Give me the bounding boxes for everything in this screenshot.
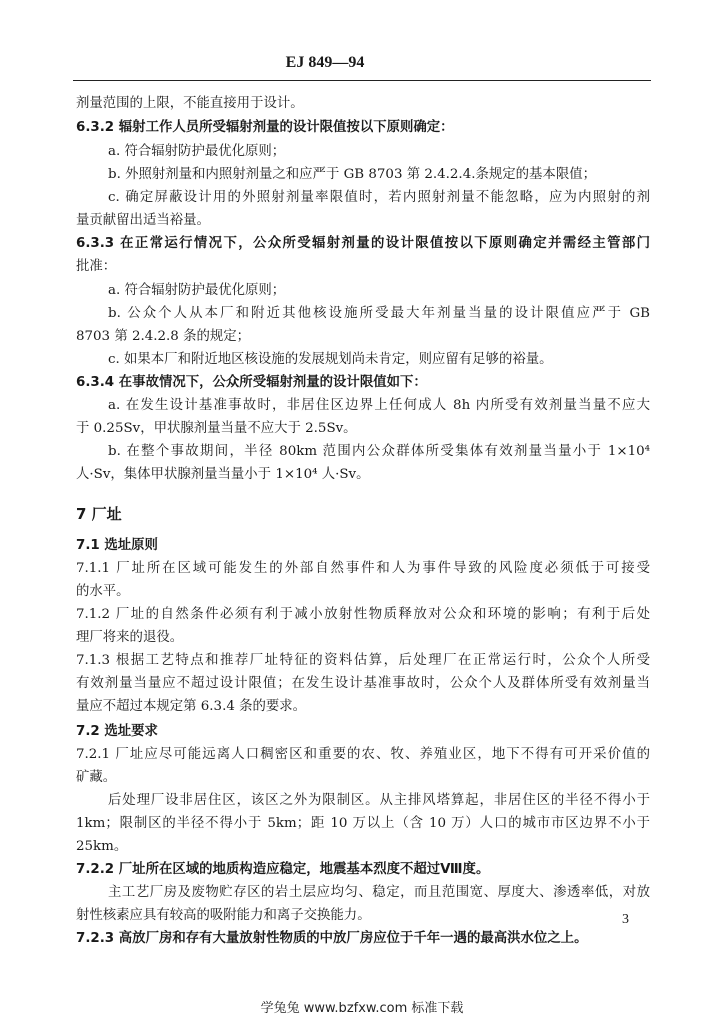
- text-line: 量贡献留出适当裕量。: [76, 213, 210, 228]
- page-number: 3: [622, 912, 629, 927]
- clause-7-2-1: 7.2.1 厂址应尽可能远离人口稠密区和重要的农、牧、养殖业区，地下不得有可开采价值的: [76, 747, 650, 762]
- text-line: 量应不超过本规定第 6.3.4 条的要求。: [76, 699, 307, 714]
- clause-7-1-3: 7.1.3 根据工艺特点和推荐厂址特征的资料估算，后处理厂在正常运行时，公众个人所受: [76, 653, 650, 668]
- clause-6-3-3: 6.3.3 在正常运行情况下，公众所受辐射剂量的设计限值按以下原则确定并需经主管部门: [76, 236, 650, 251]
- text-line: 射性核素应具有较高的吸附能力和离子交换能力。: [76, 908, 371, 923]
- text-line: 8703 第 2.4.2.8 条的规定；: [76, 329, 251, 344]
- text-line: 剂量范围的上限，不能直接用于设计。: [76, 96, 304, 111]
- clause-6-3-4: 6.3.4 在事故情况下，公众所受辐射剂量的设计限值如下：: [76, 375, 427, 390]
- list-item-b: b. 外照射剂量和内照射剂量之和应严于 GB 8703 第 2.4.2.4.条规定的基本限值；: [108, 167, 596, 182]
- paragraph-line: 主工艺厂房及废物贮存区的岩土层应均匀、稳定，而且范围宽、厚度大、渗透率低，对放: [108, 885, 650, 900]
- text-line: 于 0.25Sv，甲状腺剂量当量不应大于 2.5Sv。: [76, 421, 357, 436]
- section-7-heading: 7 厂址: [76, 505, 122, 523]
- clause-7-2-2: 7.2.2 厂址所在区域的地质构造应稳定，地震基本烈度不超过Ⅷ度。: [76, 862, 490, 877]
- text-line: 人·Sv，集体甲状腺剂量当量小于 1×10⁴ 人·Sv。: [76, 467, 370, 482]
- list-item-b: b. 公众个人从本厂和附近其他核设施所受最大年剂量当量的设计限值应严于 GB: [108, 306, 650, 321]
- list-item-c: c. 确定屏蔽设计用的外照射剂量率限值时，若内照射剂量不能忽略，应为内照射的剂: [108, 190, 650, 205]
- clause-7-1-1: 7.1.1 厂址所在区域可能发生的外部自然事件和人为事件导致的风险度必须低于可接受: [76, 561, 650, 576]
- list-item-c: c. 如果本厂和附近地区核设施的发展规划尚未肯定，则应留有足够的裕量。: [108, 352, 553, 367]
- subsection-7-1-heading: 7.1 选址原则: [76, 538, 158, 553]
- clause-6-3-2: 6.3.2 辐射工作人员所受辐射剂量的设计限值按以下原则确定：: [76, 120, 454, 135]
- clause-7-1-2: 7.1.2 厂址的自然条件必须有利于减小放射性物质释放对公众和环境的影响；有利于后处: [76, 607, 650, 622]
- text-line: 有效剂量当量应不超过设计限值；在发生设计基准事故时，公众个人及群体所受有效剂量当: [76, 676, 650, 691]
- text-line: 的水平。: [76, 584, 130, 599]
- footer-watermark: 学兔兔 www.bzfxw.com 标准下载: [260, 1001, 464, 1016]
- text-line: 1km；限制区的半径不得小于 5km；距 10 万以上（含 10 万）人口的城市市区边界不小于: [76, 816, 650, 831]
- subsection-7-2-heading: 7.2 选址要求: [76, 724, 158, 739]
- list-item-b: b. 在整个事故期间，半径 80km 范围内公众群体所受集体有效剂量当量小于 1×10⁴: [108, 444, 650, 459]
- doc-code-header: EJ 849—94: [285, 54, 365, 71]
- text-line: 25km。: [76, 839, 128, 854]
- list-item-a: a. 符合辐射防护最优化原则；: [108, 144, 286, 159]
- list-item-a: a. 符合辐射防护最优化原则；: [108, 283, 286, 298]
- clause-7-2-3: 7.2.3 高放厂房和存有大量放射性物质的中放厂房应位于千年一遇的最高洪水位之上。: [76, 931, 588, 946]
- text-line: 矿藏。: [76, 770, 117, 785]
- text-line: 批准：: [76, 259, 117, 274]
- header-rule: [73, 80, 651, 81]
- paragraph-line: 后处理厂设非居住区，该区之外为限制区。从主排风塔算起，非居住区的半径不得小于: [108, 793, 650, 808]
- text-line: 理厂将来的退役。: [76, 630, 184, 645]
- list-item-a: a. 在发生设计基准事故时，非居住区边界上任何成人 8h 内所受有效剂量当量不应大: [108, 398, 650, 413]
